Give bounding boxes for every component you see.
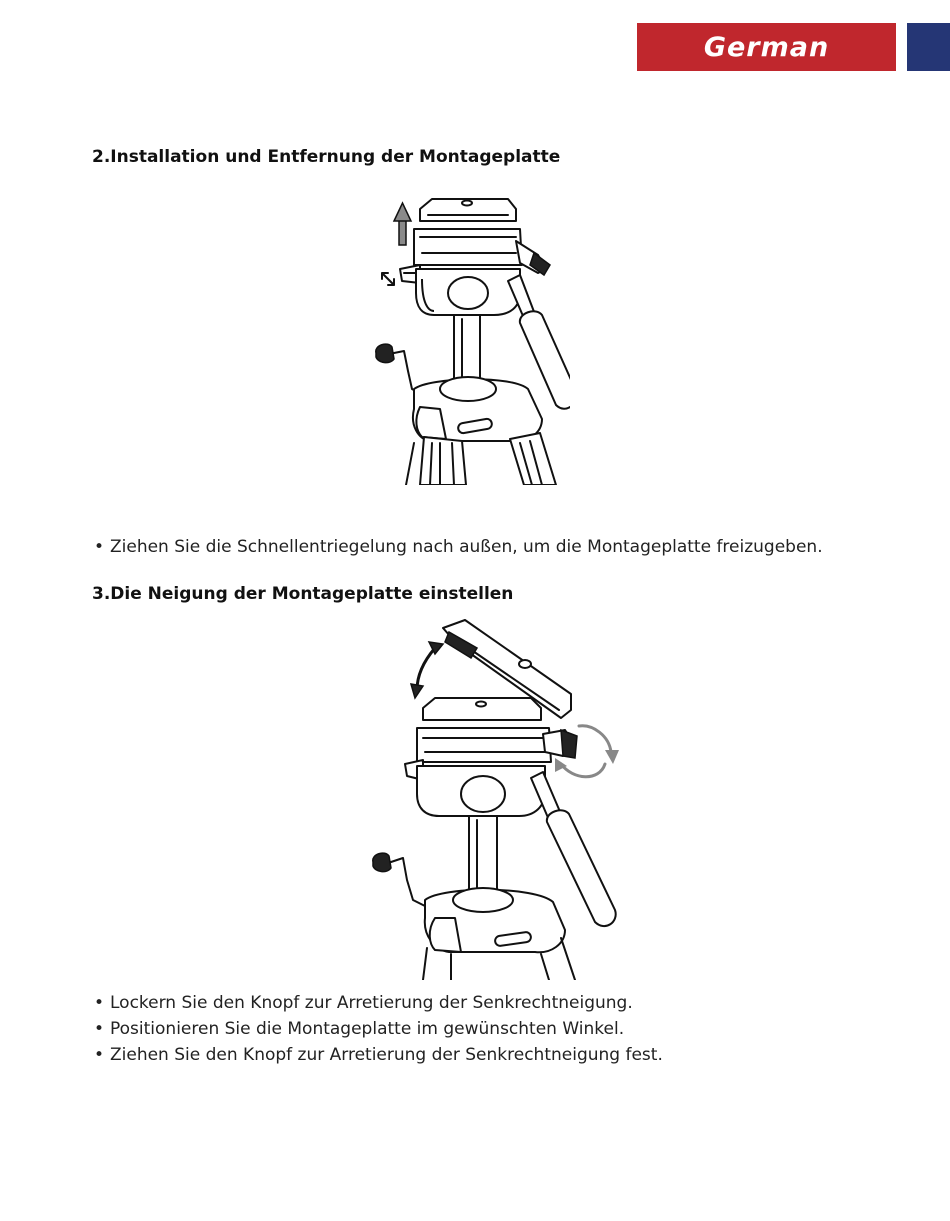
list-item <box>92 990 663 1016</box>
section-2-instructions <box>92 534 823 560</box>
bullet-marker: • <box>94 993 105 1013</box>
page-edge-tab <box>907 23 950 71</box>
language-badge <box>637 23 896 71</box>
list-item <box>92 534 823 560</box>
tilt-adjustment-illustration <box>365 618 630 980</box>
section-3-instructions <box>92 990 663 1068</box>
lift-arrow-icon <box>394 203 411 245</box>
language-label: German <box>703 31 830 63</box>
tilt-arrow-icon <box>411 642 443 698</box>
bullet-marker: • <box>94 1045 105 1065</box>
section-2-title: 2.Installation und Entfernung der Montageplatte <box>92 147 561 167</box>
bullet-marker: • <box>94 1019 105 1039</box>
instruction-text: Lockern Sie den Knopf zur Arretierung der Senkrechtneigung. <box>110 993 633 1013</box>
section-3-title: 3.Die Neigung der Montageplatte einstellen <box>92 584 514 604</box>
instruction-text: Positionieren Sie die Montageplatte im gewünschten Winkel. <box>110 1019 625 1039</box>
mounting-plate-removal-illustration <box>370 193 570 485</box>
instruction-text: Ziehen Sie die Schnellentriegelung nach außen, um die Montageplatte freizugeben. <box>110 537 823 557</box>
list-item <box>92 1016 663 1042</box>
list-item <box>92 1042 663 1068</box>
instruction-text: Ziehen Sie den Knopf zur Arretierung der Senkrechtneigung fest. <box>110 1045 663 1065</box>
release-arrow-icon <box>382 273 394 285</box>
bullet-marker: • <box>94 537 105 557</box>
